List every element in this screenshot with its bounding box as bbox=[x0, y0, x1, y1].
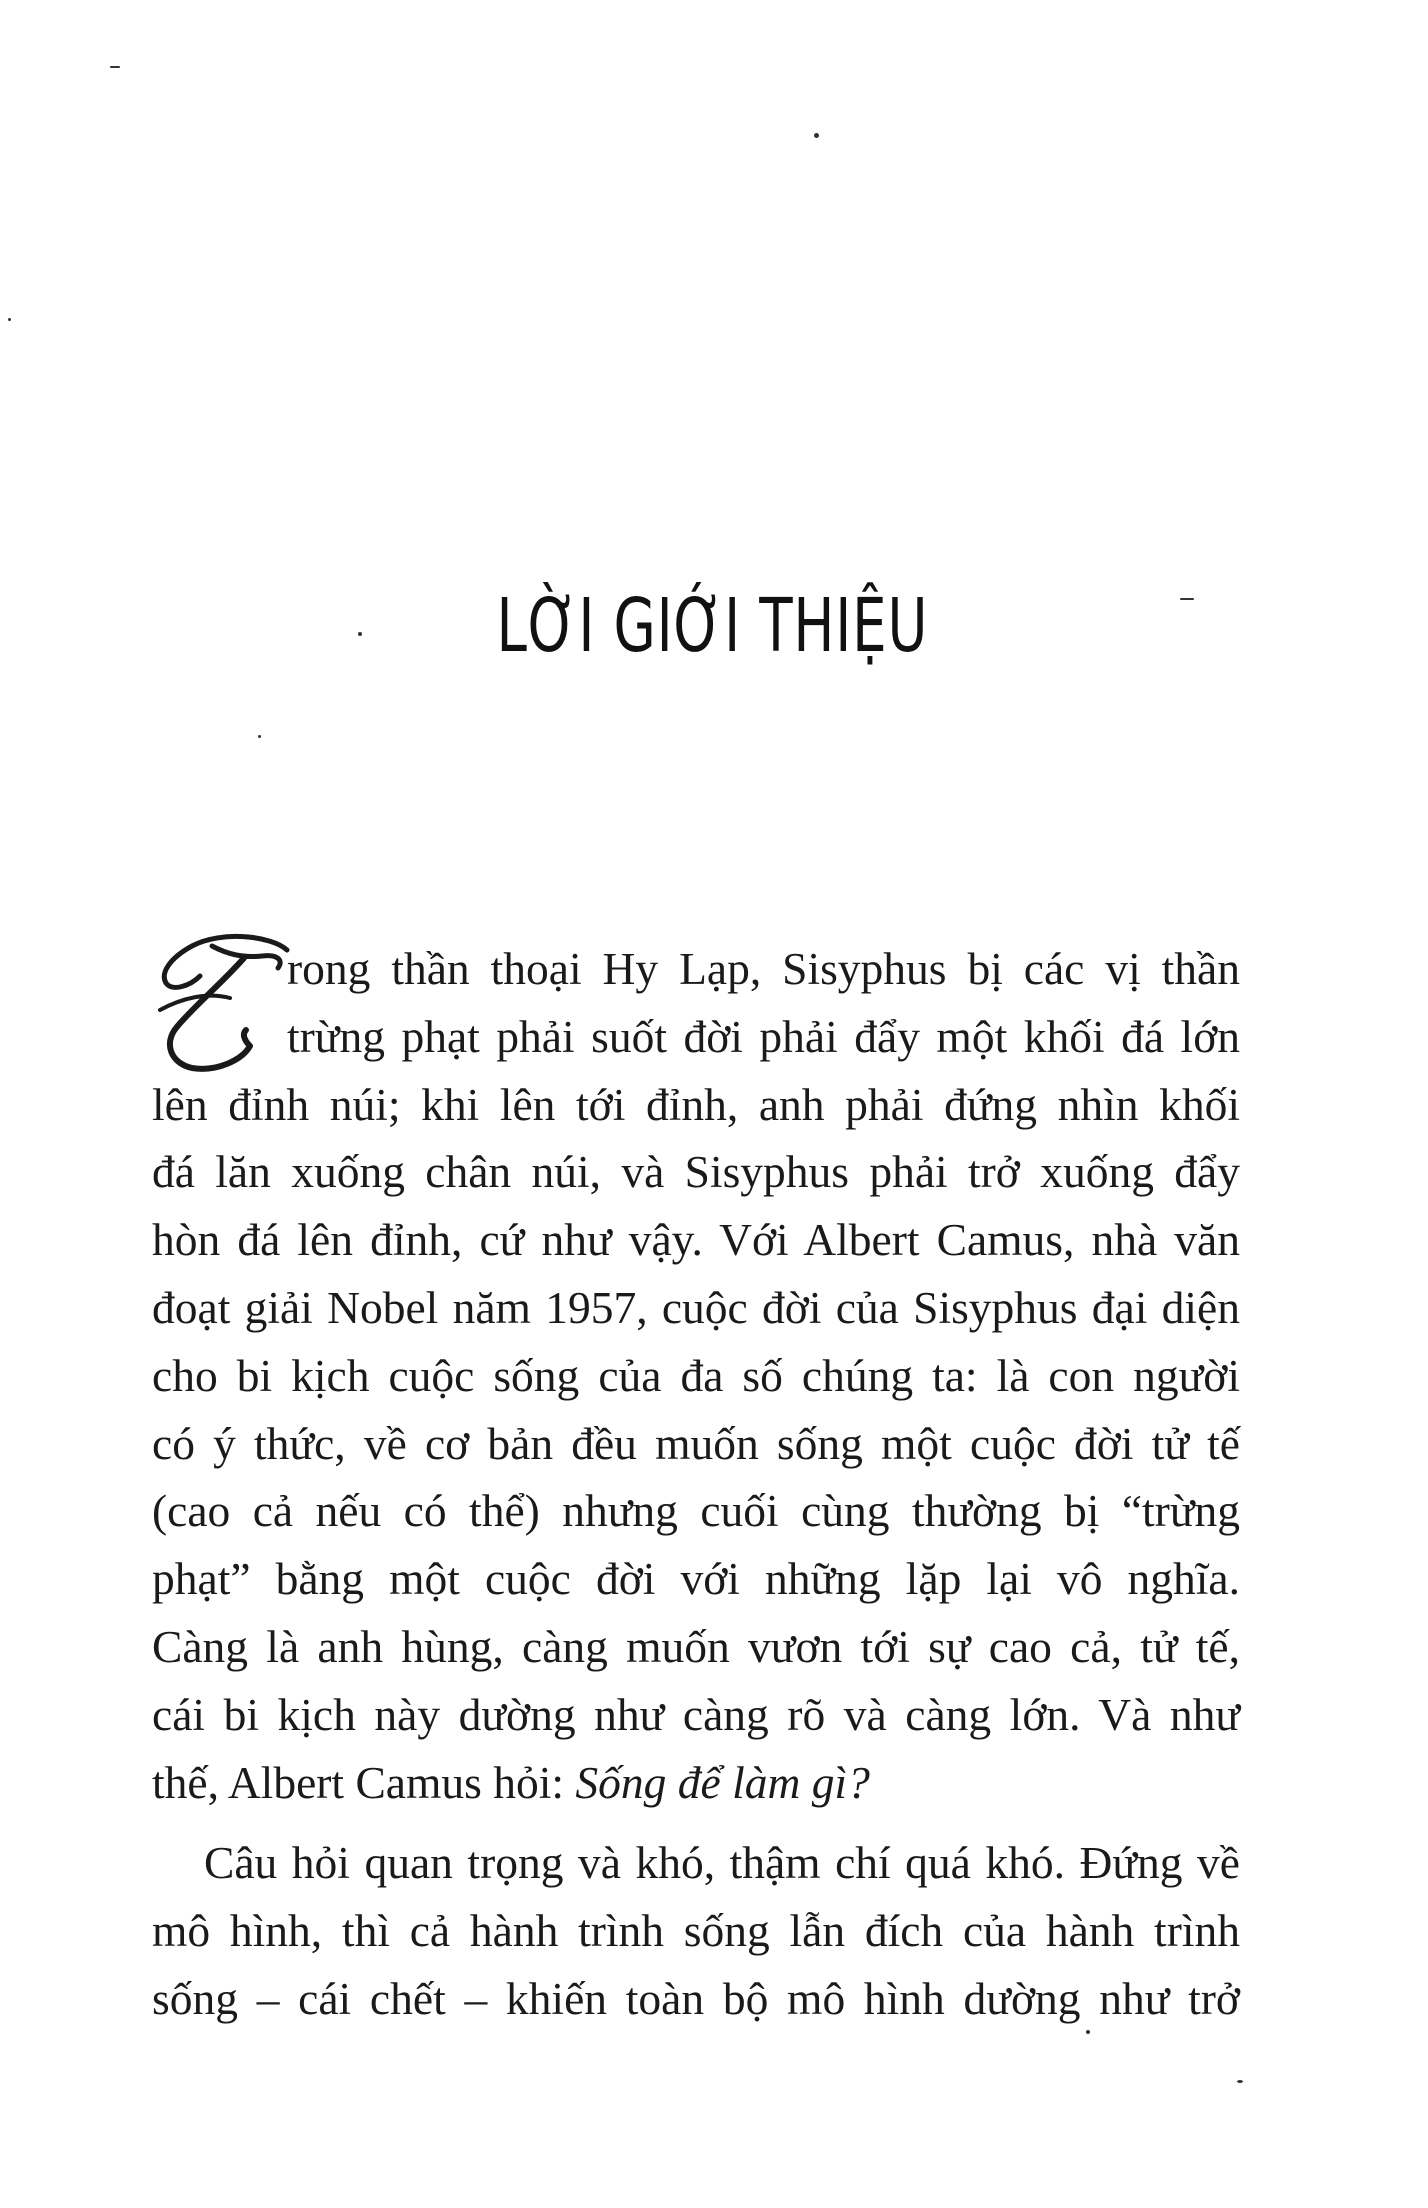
text-line: Càng là anh hùng, càng muốn vươn tới sự cao cả, tử tế, bbox=[152, 1620, 1240, 1672]
text-line: mô hình, thì cả hành trình sống lẫn đích của hành trình bbox=[152, 1905, 1240, 1957]
chapter-title: LỜI GIỚI THIỆU bbox=[496, 583, 929, 669]
text-line: có ý thức, về cơ bản đều muốn sống một cuộc đời tử tế bbox=[152, 1417, 1240, 1469]
text-line: cho bi kịch cuộc sống của đa số chúng ta: là con người bbox=[152, 1349, 1240, 1401]
text-line: đoạt giải Nobel năm 1957, cuộc đời của Sisyphus đại diện bbox=[152, 1281, 1240, 1333]
paragraph-2 bbox=[152, 1829, 1240, 2032]
paragraph-1 bbox=[152, 935, 1240, 1816]
text-line: (cao cả nếu có thể) nhưng cuối cùng thường bị “trừng bbox=[152, 1485, 1240, 1537]
text-run: thế, Albert Camus hỏi: bbox=[152, 1756, 576, 1808]
text-line: rong thần thoại Hy Lạp, Sisyphus bị các vị thần bbox=[287, 943, 1240, 994]
scan-speck bbox=[110, 66, 120, 68]
scan-speck bbox=[814, 133, 819, 138]
scan-speck bbox=[258, 735, 261, 738]
text-line: phạt” bằng một cuộc đời với những lặp lại vô nghĩa. bbox=[152, 1553, 1240, 1605]
text-line: Câu hỏi quan trọng và khó, thậm chí quá khó. Đứng về bbox=[204, 1837, 1240, 1889]
text-line: sống – cái chết – khiến toàn bộ mô hình dường như trở bbox=[152, 1972, 1240, 2024]
scan-speck bbox=[1237, 2080, 1243, 2083]
body-text bbox=[152, 935, 1240, 2033]
text-line: cái bi kịch này dường như càng rõ và càng lớn. Và như bbox=[152, 1688, 1240, 1740]
text-line: trừng phạt phải suốt đời phải đẩy một khối đá lớn bbox=[287, 1010, 1240, 1062]
text-line: lên đỉnh núi; khi lên tới đỉnh, anh phải đứng nhìn khối bbox=[152, 1078, 1240, 1130]
italic-question: Sống để làm gì? bbox=[575, 1756, 870, 1808]
text-line bbox=[152, 1749, 1240, 1817]
scan-speck bbox=[8, 318, 11, 321]
text-line: hòn đá lên đỉnh, cứ như vậy. Với Albert Camus, nhà văn bbox=[152, 1214, 1240, 1266]
text-line: đá lăn xuống chân núi, và Sisyphus phải trở xuống đẩy bbox=[152, 1146, 1240, 1198]
